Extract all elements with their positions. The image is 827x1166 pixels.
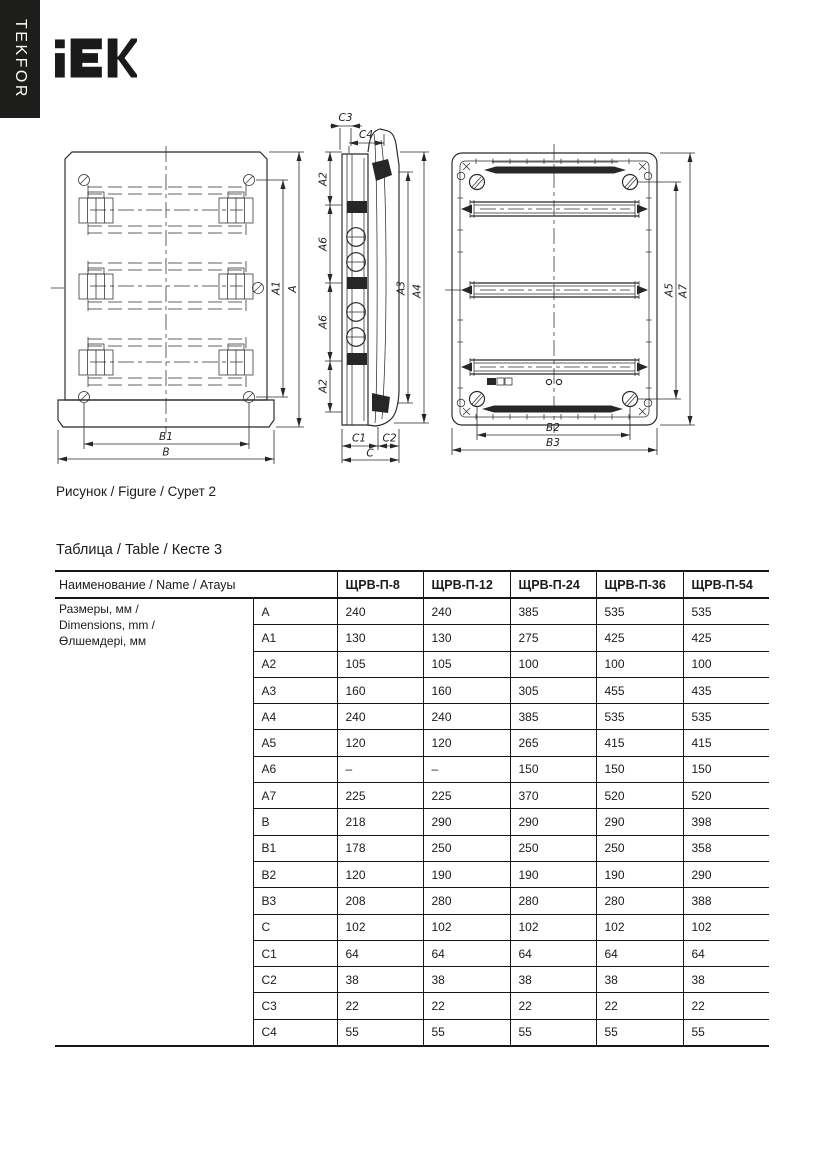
- value-cell: 190: [596, 861, 683, 887]
- brand-label: TEKFOR: [12, 19, 29, 99]
- column-header: ЩРВ-П-8: [337, 571, 423, 598]
- value-cell: 385: [510, 704, 596, 730]
- iek-logo-icon: [55, 38, 137, 78]
- value-cell: 535: [596, 598, 683, 625]
- technical-drawing: [45, 105, 705, 467]
- value-cell: 38: [596, 967, 683, 993]
- value-cell: 290: [683, 861, 769, 887]
- param-cell: C2: [253, 967, 337, 993]
- value-cell: 102: [510, 914, 596, 940]
- param-cell: A6: [253, 756, 337, 782]
- dim-label-b: B: [162, 446, 170, 459]
- dim-label-a4: A4: [411, 284, 424, 298]
- value-cell: 100: [683, 651, 769, 677]
- dim-label-a6: A6: [317, 315, 330, 329]
- value-cell: 535: [683, 704, 769, 730]
- value-cell: 225: [337, 783, 423, 809]
- value-cell: 22: [596, 993, 683, 1019]
- dim-label-b2: B2: [546, 422, 560, 434]
- param-cell: A2: [253, 651, 337, 677]
- value-cell: 280: [596, 888, 683, 914]
- dim-label-a1: A1: [270, 281, 283, 295]
- value-cell: 55: [596, 1019, 683, 1046]
- value-cell: 520: [683, 783, 769, 809]
- module-row: [79, 185, 253, 235]
- param-cell: A5: [253, 730, 337, 756]
- mount-hole-icons: [457, 172, 652, 407]
- value-cell: 385: [510, 598, 596, 625]
- value-cell: 535: [596, 704, 683, 730]
- value-cell: –: [423, 756, 510, 782]
- value-cell: 150: [596, 756, 683, 782]
- value-cell: 240: [423, 704, 510, 730]
- value-cell: 290: [596, 809, 683, 835]
- value-cell: 415: [683, 730, 769, 756]
- value-cell: 250: [596, 835, 683, 861]
- value-cell: 455: [596, 677, 683, 703]
- dim-label-a: A: [287, 285, 299, 293]
- value-cell: 208: [337, 888, 423, 914]
- dim-label-a6: A6: [317, 237, 330, 251]
- value-cell: 38: [683, 967, 769, 993]
- dim-label-b1: B1: [159, 431, 173, 443]
- dim-label-a3: A3: [395, 281, 408, 295]
- value-cell: 535: [683, 598, 769, 625]
- value-cell: 64: [423, 940, 510, 966]
- value-cell: 100: [596, 651, 683, 677]
- figure-caption: Рисунок / Figure / Сурет 2: [56, 484, 217, 499]
- din-rail: [461, 281, 648, 299]
- value-cell: 225: [423, 783, 510, 809]
- value-cell: 130: [337, 625, 423, 651]
- value-cell: 55: [510, 1019, 596, 1046]
- value-cell: 102: [683, 914, 769, 940]
- value-cell: 120: [337, 730, 423, 756]
- table-row: [55, 598, 769, 625]
- value-cell: 38: [337, 967, 423, 993]
- value-cell: 105: [423, 651, 510, 677]
- dim-label-c4: C4: [358, 129, 374, 141]
- value-cell: 160: [337, 677, 423, 703]
- back-view: [445, 144, 695, 455]
- value-cell: 22: [510, 993, 596, 1019]
- value-cell: 102: [337, 914, 423, 940]
- value-cell: 250: [510, 835, 596, 861]
- din-rail: [461, 358, 648, 376]
- value-cell: 240: [337, 598, 423, 625]
- value-cell: 305: [510, 677, 596, 703]
- dim-label-c2: C2: [382, 432, 397, 445]
- name-header-cell: Наименование / Name / Атауы: [55, 571, 337, 598]
- value-cell: 22: [423, 993, 510, 1019]
- value-cell: 64: [337, 940, 423, 966]
- column-header: ЩРВ-П-36: [596, 571, 683, 598]
- dim-label-a2: A2: [317, 379, 330, 393]
- dim-label-c1: C1: [351, 432, 367, 445]
- value-cell: 290: [423, 809, 510, 835]
- value-cell: 120: [423, 730, 510, 756]
- param-cell: B1: [253, 835, 337, 861]
- value-cell: 218: [337, 809, 423, 835]
- value-cell: 64: [510, 940, 596, 966]
- value-cell: 425: [683, 625, 769, 651]
- dim-label-c3: C3: [338, 112, 353, 124]
- dimensions-table: [55, 570, 769, 1047]
- value-cell: 250: [423, 835, 510, 861]
- value-cell: 64: [683, 940, 769, 966]
- value-cell: 190: [423, 861, 510, 887]
- value-cell: 520: [596, 783, 683, 809]
- param-cell: C1: [253, 940, 337, 966]
- table-header-row: [55, 571, 769, 598]
- value-cell: 55: [683, 1019, 769, 1046]
- value-cell: 290: [510, 809, 596, 835]
- value-cell: 38: [423, 967, 510, 993]
- column-header: ЩРВ-П-12: [423, 571, 510, 598]
- value-cell: 150: [683, 756, 769, 782]
- dim-label-a5: A5: [663, 283, 676, 297]
- value-cell: 160: [423, 677, 510, 703]
- value-cell: 240: [337, 704, 423, 730]
- front-view: [51, 146, 304, 464]
- dim-label-c: C: [366, 447, 374, 460]
- param-cell: A7: [253, 783, 337, 809]
- value-cell: 370: [510, 783, 596, 809]
- value-cell: –: [337, 756, 423, 782]
- param-cell: A4: [253, 704, 337, 730]
- param-cell: B: [253, 809, 337, 835]
- value-cell: 275: [510, 625, 596, 651]
- value-cell: 178: [337, 835, 423, 861]
- table-title: Таблица / Table / Кесте 3: [56, 542, 223, 558]
- param-cell: A1: [253, 625, 337, 651]
- value-cell: 22: [337, 993, 423, 1019]
- value-cell: 388: [683, 888, 769, 914]
- param-cell: B2: [253, 861, 337, 887]
- param-cell: C3: [253, 993, 337, 1019]
- param-cell: C4: [253, 1019, 337, 1046]
- value-cell: 38: [510, 967, 596, 993]
- value-cell: 102: [596, 914, 683, 940]
- param-cell: B3: [253, 888, 337, 914]
- value-cell: 358: [683, 835, 769, 861]
- value-cell: 190: [510, 861, 596, 887]
- value-cell: 102: [423, 914, 510, 940]
- dim-label-a2: A2: [317, 172, 330, 186]
- value-cell: 425: [596, 625, 683, 651]
- dim-label-a7: A7: [677, 284, 690, 298]
- dimensions-group-label: Размеры, мм / Dimensions, mm / Өлшемдері, мм: [59, 602, 156, 648]
- value-cell: 150: [510, 756, 596, 782]
- value-cell: 240: [423, 598, 510, 625]
- table-body: [55, 598, 769, 1046]
- value-cell: 415: [596, 730, 683, 756]
- value-cell: 130: [423, 625, 510, 651]
- value-cell: 55: [337, 1019, 423, 1046]
- value-cell: 64: [596, 940, 683, 966]
- value-cell: 100: [510, 651, 596, 677]
- din-rail: [461, 200, 648, 218]
- value-cell: 120: [337, 861, 423, 887]
- param-cell: A: [253, 598, 337, 625]
- dim-label-b3: B3: [546, 437, 560, 449]
- param-cell: C: [253, 914, 337, 940]
- value-cell: 435: [683, 677, 769, 703]
- value-cell: 280: [510, 888, 596, 914]
- value-cell: 398: [683, 809, 769, 835]
- value-cell: 280: [423, 888, 510, 914]
- param-cell: A3: [253, 677, 337, 703]
- column-header: ЩРВ-П-54: [683, 571, 769, 598]
- value-cell: 105: [337, 651, 423, 677]
- column-header: ЩРВ-П-24: [510, 571, 596, 598]
- brand-sidebar: [0, 0, 40, 118]
- value-cell: 265: [510, 730, 596, 756]
- side-view: [318, 112, 430, 463]
- value-cell: 22: [683, 993, 769, 1019]
- value-cell: 55: [423, 1019, 510, 1046]
